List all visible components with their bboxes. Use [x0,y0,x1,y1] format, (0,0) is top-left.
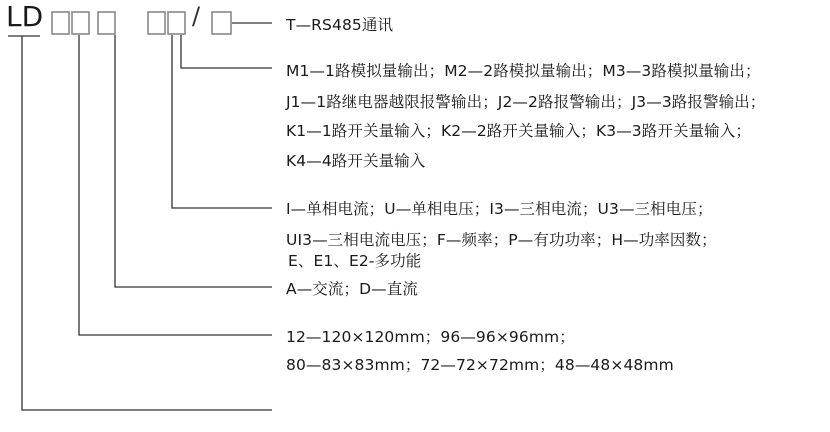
code-box-2 [72,12,89,34]
wire-measure [172,35,272,208]
code-box-3 [98,12,115,34]
desc-output-4: K4—4路开关量输入 [286,152,426,170]
desc-size-2: 80—83×83mm；72—72×72mm；48—48×48mm [286,356,674,374]
model-prefix: LD [6,0,44,33]
desc-size-1: 12—120×120mm；96—96×96mm； [286,328,575,346]
code-slash: / [192,2,201,30]
code-box-6 [212,12,231,34]
desc-output-1: M1—1路模拟量输出；M2—2路模拟量输出；M3—3路模拟量输出； [286,62,761,80]
code-box-1 [52,12,69,34]
code-box-4 [148,12,165,34]
wire-output [181,35,272,68]
desc-measure-1: I—单相电流；U—单相电压；I3—三相电流；U3—三相电压； [286,200,713,218]
desc-output-2: J1—1路继电器越限报警输出；J2—2路报警输出；J3—3路报警输出； [286,93,766,111]
desc-output-3: K1—1路开关量输入；K2—2路开关量输入；K3—3路开关量输入； [286,122,751,140]
desc-current-type: A—交流；D—直流 [286,280,418,298]
desc-measure-3: E、E1、E2-多功能 [288,252,422,270]
desc-measure-2: UI3—三相电流电压；F—频率；P—有功功率；H—功率因数； [286,231,717,249]
wire-current [115,35,272,287]
wire-size [79,35,272,335]
desc-comm: T—RS485通讯 [286,16,394,34]
code-box-5 [168,12,185,34]
wire-bottom [22,36,272,410]
